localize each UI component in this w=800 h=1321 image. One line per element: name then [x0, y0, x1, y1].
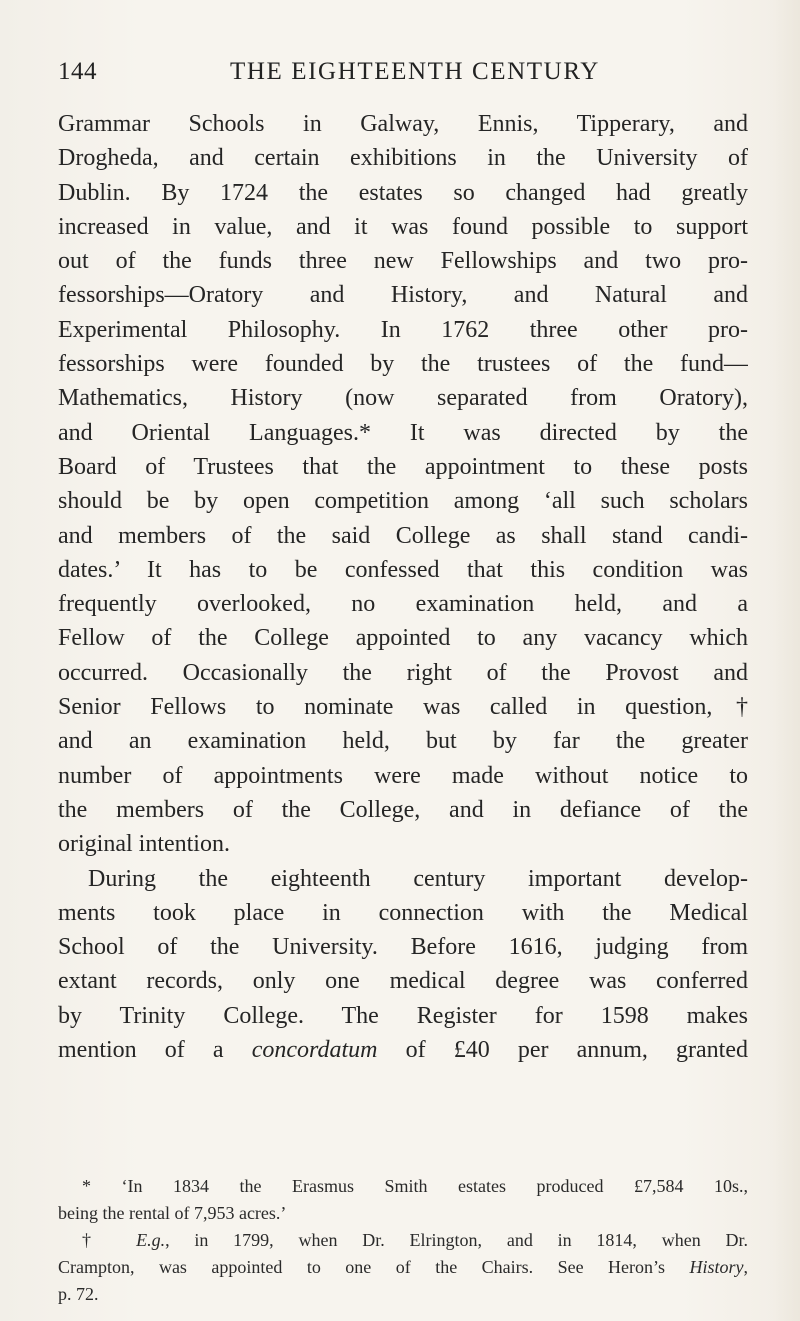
footnotes: [58, 1173, 748, 1308]
footnote-1-line-2: being the rental of 7,953 acres.’: [58, 1203, 287, 1223]
footnote-2-line-2-part-2: ,: [743, 1257, 748, 1277]
text-line-7: Experimental Philosophy. In 1762 three other pro-: [58, 316, 748, 343]
text-line-28-part-1: mention of a: [58, 1037, 252, 1064]
text-line-26: extant records, only one medical degree was conferred: [58, 968, 748, 995]
text-line-28: [58, 1033, 748, 1067]
text-line-23: During the eighteenth century important develop-: [88, 865, 748, 892]
text-line-24: ments took place in connection with the Medical: [58, 899, 748, 926]
text-line-1: Grammar Schools in Galway, Ennis, Tipperary, and: [58, 111, 748, 137]
footnote-2-line-1: [58, 1227, 748, 1254]
text-line-14: dates.’ It has to be confessed that this condition was: [58, 556, 748, 583]
text-line-8: fessorships were founded by the trustees of the fund—: [58, 351, 748, 378]
text-line-17: occurred. Occasionally the right of the Provost and: [58, 659, 748, 686]
text-line-10: and Oriental Languages.* It was directed by the: [58, 419, 748, 446]
text-line-3: Dublin. By 1724 the estates so changed had greatly: [58, 179, 748, 206]
text-line-6: fessorships—Oratory and History, and Natural and: [58, 282, 748, 309]
text-line-15: frequently overlooked, no examination held, and a: [58, 591, 748, 618]
running-head: THE EIGHTEENTH CENTURY: [230, 58, 600, 85]
text-line-20: number of appointments were made without notice to: [58, 762, 748, 789]
text-line-4: increased in value, and it was found possible to support: [58, 213, 748, 240]
italic-term-concordatum: concordatum: [251, 1037, 378, 1064]
page-header: [58, 56, 748, 98]
text-line-16: Fellow of the College appointed to any vacancy which: [58, 625, 748, 652]
footnote-1-line-1: * ‘In 1834 the Erasmus Smith estates produced £7,584 10s.,: [82, 1176, 748, 1196]
text-line-9: Mathematics, History (now separated from Oratory),: [58, 385, 748, 412]
main-text: [58, 107, 748, 1067]
page-edge-shading: [772, 0, 800, 1321]
footnote-2-line-3: p. 72.: [58, 1284, 99, 1304]
footnote-2-marker: †: [82, 1230, 137, 1250]
text-line-18: Senior Fellows to nominate was called in question,†: [58, 694, 748, 721]
text-line-19: and an examination held, but by far the greater: [58, 728, 748, 755]
text-line-5: out of the funds three new Fellowships and two pro-: [58, 248, 748, 275]
footnote-2-history-title: History: [689, 1257, 744, 1277]
text-line-22: original intention.: [58, 831, 230, 858]
text-line-25: School of the University. Before 1616, judging from: [58, 934, 748, 961]
footnote-2-eg: E.g.: [136, 1230, 166, 1250]
footnote-2-line-2: [58, 1254, 748, 1281]
text-line-27: by Trinity College. The Register for 1598 makes: [58, 1002, 748, 1029]
footnote-2-line-1-rest: , in 1799, when Dr. Elrington, and in 1814, when Dr.: [165, 1230, 748, 1250]
text-line-2: Drogheda, and certain exhibitions in the University of: [58, 145, 748, 172]
footnote-2-line-2-part-1: Crampton, was appointed to one of the Chairs. See Heron’s: [58, 1257, 690, 1277]
text-line-11: Board of Trustees that the appointment to these posts: [58, 453, 748, 480]
text-line-28-part-2: of £40 per annum, granted: [377, 1037, 748, 1064]
page-number: 144: [58, 58, 97, 85]
text-line-12: should be by open competition among ‘all such scholars: [58, 488, 748, 515]
text-line-13: and members of the said College as shall stand candi-: [58, 522, 748, 549]
text-line-21: the members of the College, and in defiance of the: [58, 796, 748, 823]
